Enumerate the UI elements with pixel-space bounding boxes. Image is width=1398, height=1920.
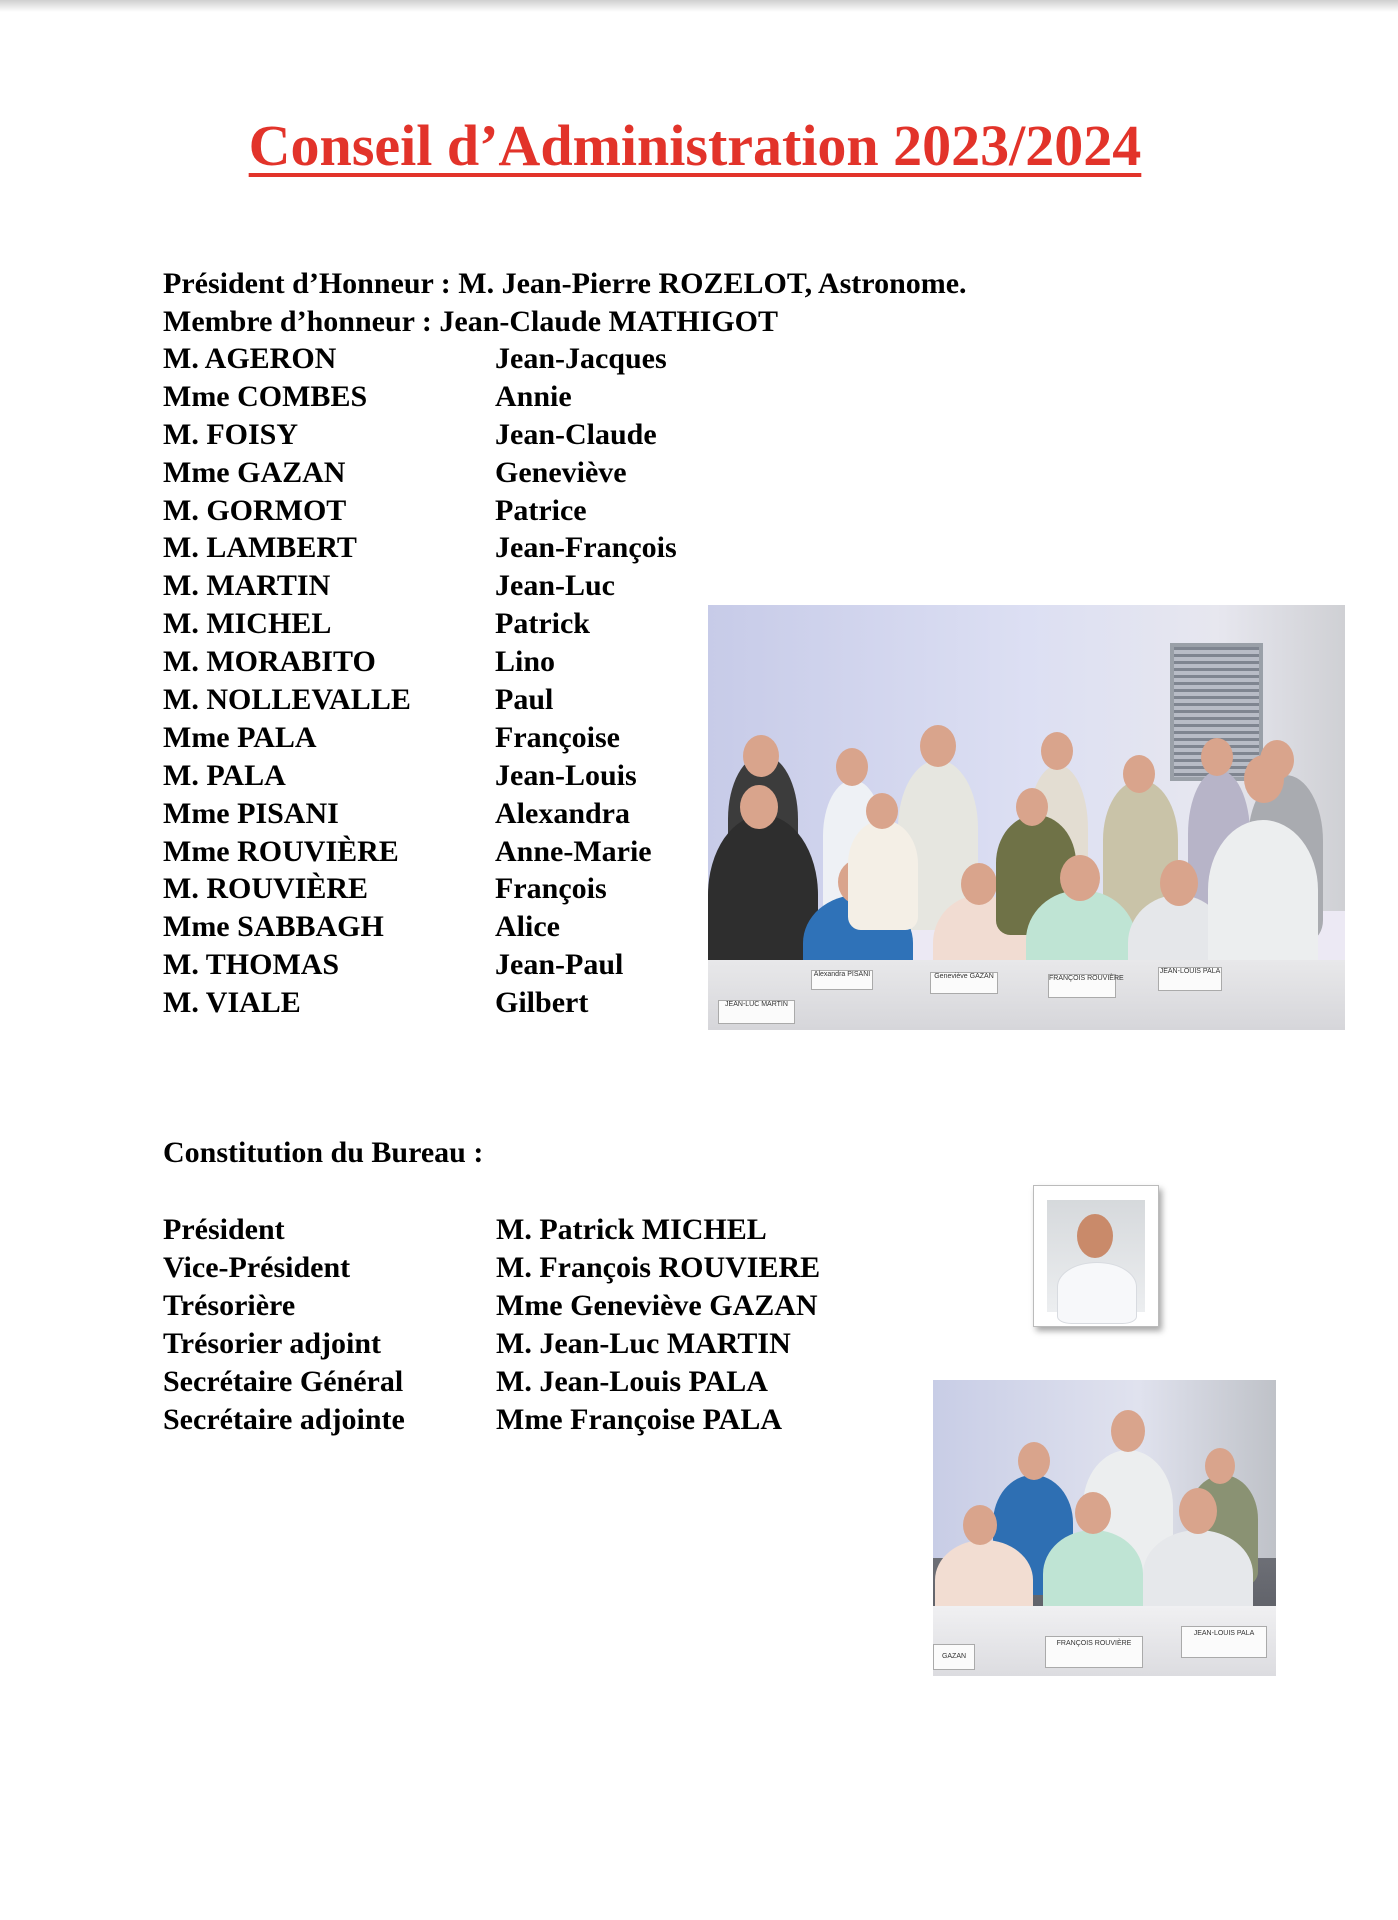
name-card: JEAN-LUC MARTIN <box>718 1000 795 1024</box>
person-head <box>1244 755 1284 803</box>
person-head <box>1123 755 1155 793</box>
bureau-holder: Mme Geneviève GAZAN <box>496 1289 818 1322</box>
member-firstname: Lino <box>495 645 556 679</box>
president-portrait <box>1033 1185 1159 1327</box>
name-card: Alexandra PISANI <box>811 970 873 990</box>
member-firstname: Patrice <box>495 493 587 527</box>
person-head <box>866 793 898 829</box>
person-head <box>1160 860 1198 906</box>
member-surname: Mme GAZAN <box>163 455 346 489</box>
member-surname: Mme COMBES <box>163 379 368 413</box>
person-head <box>1075 1492 1111 1534</box>
member-firstname: Alexandra <box>495 796 630 830</box>
bureau-role: Vice-Président <box>163 1251 351 1284</box>
member-firstname: Paul <box>495 683 554 717</box>
person-head <box>1018 1442 1050 1480</box>
portrait-photo <box>1047 1200 1145 1312</box>
person-figure <box>1057 1262 1137 1324</box>
member-firstname: François <box>495 872 607 906</box>
member-firstname: Jean-Jacques <box>495 342 667 375</box>
bureau-role: Trésorier adjoint <box>163 1327 382 1360</box>
photo-table <box>708 960 1345 1030</box>
member-firstname: Jean-François <box>495 531 677 565</box>
honorary-president: Président d’Honneur : M. Jean-Pierre ROZELOT, Astronome. <box>163 267 967 300</box>
name-card: Geneviève GAZAN <box>930 972 998 994</box>
bureau-role: Secrétaire Général <box>163 1365 404 1398</box>
member-surname: M. FOISY <box>163 417 298 451</box>
person-head <box>740 785 778 829</box>
member-surname: M. VIALE <box>163 986 301 1020</box>
member-surname: Mme ROUVIÈRE <box>163 834 399 868</box>
member-surname: M. NOLLEVALLE <box>163 683 411 717</box>
member-surname: M. PALA <box>163 758 286 792</box>
honorary-member: Membre d’honneur : Jean-Claude MATHIGOT <box>163 305 779 338</box>
bureau-holder: Mme Françoise PALA <box>496 1403 783 1436</box>
person-head <box>1201 738 1233 776</box>
person-head <box>1179 1488 1217 1534</box>
member-firstname: Jean-Claude <box>495 417 657 451</box>
member-firstname: Jean-Paul <box>495 948 624 982</box>
person-head <box>920 725 956 767</box>
bureau-holder: M. Jean-Luc MARTIN <box>496 1327 791 1360</box>
page-title: Conseil d’Administration 2023/2024 <box>248 113 1142 178</box>
bureau-holder: M. François ROUVIERE <box>496 1251 821 1284</box>
member-surname: M. GORMOT <box>163 493 347 527</box>
bureau-role: Secrétaire adjointe <box>163 1403 405 1436</box>
person-figure <box>848 820 918 930</box>
member-firstname: Alice <box>495 910 560 944</box>
member-firstname: Jean-Luc <box>495 569 615 603</box>
person-head <box>836 748 868 786</box>
person-head <box>1077 1214 1113 1258</box>
member-surname: Mme PISANI <box>163 796 339 830</box>
bureau-role: Trésorière <box>163 1289 296 1322</box>
bureau-holder: M. Jean-Louis PALA <box>496 1365 768 1398</box>
bureau-heading: Constitution du Bureau : <box>163 1136 484 1169</box>
person-head <box>1016 788 1048 826</box>
name-card: JEAN-LOUIS PALA <box>1158 967 1222 991</box>
person-head <box>743 735 779 777</box>
person-head <box>1205 1448 1235 1484</box>
name-card: FRANÇOIS ROUVIÈRE <box>1045 1636 1143 1668</box>
member-firstname: Jean-Louis <box>495 758 637 792</box>
member-surname: M. ROUVIÈRE <box>163 872 369 906</box>
bureau-role: Président <box>163 1213 285 1246</box>
member-firstname: Annie <box>495 379 572 413</box>
member-surname: M. THOMAS <box>163 948 340 982</box>
member-firstname: Gilbert <box>495 986 589 1020</box>
name-card: GAZAN <box>933 1644 975 1670</box>
bureau-holder: M. Patrick MICHEL <box>496 1213 767 1246</box>
name-card: FRANÇOIS ROUVIÈRE <box>1048 974 1116 998</box>
member-surname: M. LAMBERT <box>163 531 357 565</box>
person-head <box>1041 732 1073 770</box>
person-head <box>1111 1410 1145 1452</box>
board-group-photo <box>708 605 1345 1030</box>
person-head <box>1060 855 1100 901</box>
member-surname: M. AGERON <box>163 342 337 375</box>
person-head <box>961 863 997 905</box>
member-surname: M. MICHEL <box>163 607 332 641</box>
member-firstname: Françoise <box>495 720 620 754</box>
member-firstname: Geneviève <box>495 455 627 489</box>
member-surname: Mme SABBAGH <box>163 910 384 944</box>
member-firstname: Patrick <box>495 607 590 641</box>
name-card: JEAN-LOUIS PALA <box>1181 1626 1267 1658</box>
member-firstname: Anne-Marie <box>495 834 652 868</box>
member-surname: Mme PALA <box>163 720 317 754</box>
member-surname: M. MORABITO <box>163 645 376 679</box>
top-shadow <box>0 0 1398 12</box>
person-head <box>963 1505 997 1545</box>
member-surname: M. MARTIN <box>163 569 331 603</box>
bureau-group-photo <box>933 1380 1276 1676</box>
